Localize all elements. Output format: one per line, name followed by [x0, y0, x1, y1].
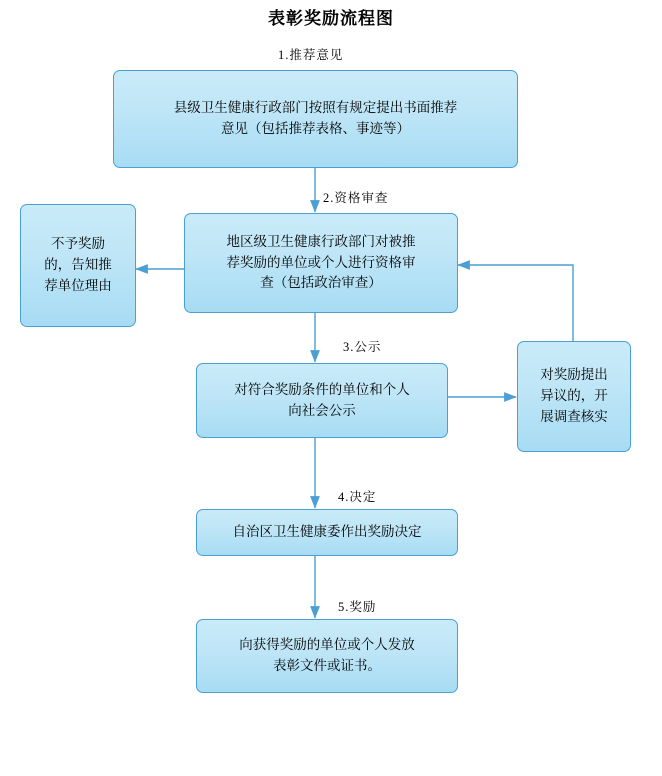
step-3-label: 3.公示: [343, 340, 382, 354]
node-qualification-review-text: 地区级卫生健康行政部门对被推 荐奖励的单位或个人进行资格审 查（包括政治审查）: [226, 233, 416, 291]
step-2-label: 2.资格审查: [323, 191, 389, 205]
arrow-objection-to-step2: [458, 265, 573, 341]
step-1-label: 1.推荐意见: [278, 48, 344, 62]
node-award[interactable]: [196, 619, 458, 693]
step-5-label: 5.奖励: [338, 600, 377, 614]
node-decision-text: 自治区卫生健康委作出奖励决定: [232, 524, 422, 540]
node-publicity-text: 对符合奖励条件的单位和个人 向社会公示: [234, 381, 410, 418]
node-recommendation[interactable]: [113, 70, 518, 168]
node-no-award[interactable]: [20, 204, 136, 327]
step-4-label: 4.决定: [338, 490, 377, 504]
node-award-text: 向获得奖励的单位或个人发放 表彰文件或证书。: [239, 637, 415, 673]
node-objection-text: 对奖励提出 异议的，开 展调查核实: [540, 367, 608, 424]
page-title: 表彰奖励流程图: [268, 9, 394, 28]
node-decision[interactable]: [196, 509, 458, 556]
node-publicity[interactable]: [196, 363, 448, 438]
node-objection[interactable]: [517, 341, 631, 452]
node-recommendation-text: 县级卫生健康行政部门按照有规定提出书面推荐 意见（包括推荐表格、事迹等）: [173, 100, 458, 136]
node-qualification-review[interactable]: [184, 213, 458, 313]
node-no-award-text: 不予奖励 的，告知推 荐单位理由: [44, 236, 112, 293]
